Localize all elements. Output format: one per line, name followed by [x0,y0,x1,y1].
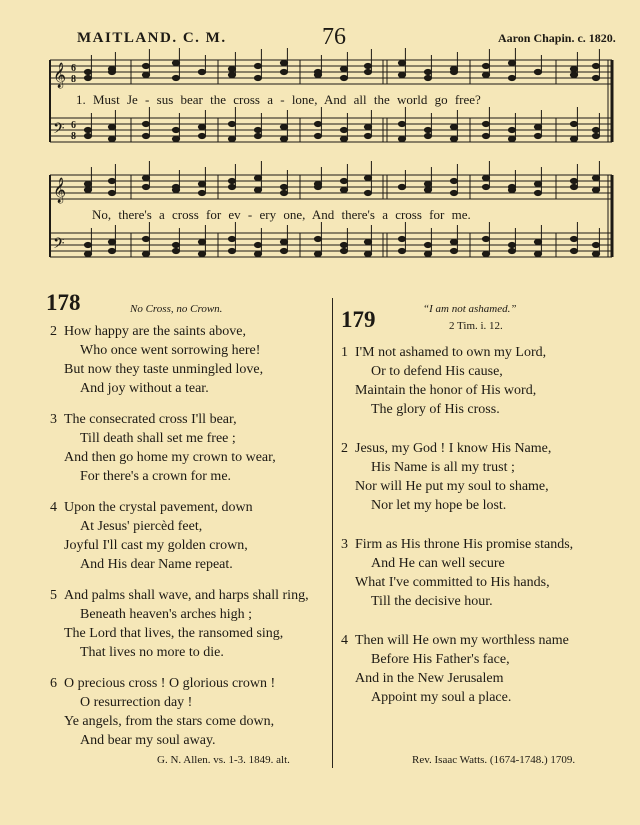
page-header [0,24,640,50]
verse-line: Maintain the honor of His word, [355,383,537,398]
note-head [450,190,457,195]
svg-text:8: 8 [71,131,76,142]
svg-text:6: 6 [71,63,76,74]
verse-line: 2 How happy are the saints above, [50,324,246,339]
note-head [364,251,371,256]
note-head [228,236,235,241]
verse-line: And in the New Jerusalem [355,671,504,686]
verse-line: The glory of His cross. [371,402,500,417]
note-head [424,75,431,80]
note-head [228,72,235,77]
note-head [398,72,405,77]
verse-line: And then go home my crown to wear, [64,450,276,465]
note-head [482,175,489,180]
note-head [340,187,347,192]
note-head [592,127,599,132]
note-head [198,251,205,256]
note-head [424,187,431,192]
note-head [142,63,149,68]
hymn-179-credit: Rev. Isaac Watts. (1674-1748.) 1709. [412,754,576,766]
note-head [228,184,235,189]
note-head [108,136,115,141]
note-head [340,242,347,247]
verse-line: Before His Father's face, [371,652,510,667]
note-head [592,63,599,68]
verse-number: 2 [341,441,348,456]
note-head [508,60,515,65]
hymn-179-verses [341,343,574,727]
note-head [424,181,431,186]
note-head [108,124,115,129]
treble-clef-icon: 𝄞 [53,63,67,88]
note-head [340,127,347,132]
lyric-line-1: 1. Must Je - sus bear the cross a - lone, And all the world go free? [76,92,481,107]
note-head [108,248,115,253]
hymn-178-verses [50,322,309,762]
note-head [482,251,489,256]
bass-staff [50,233,612,257]
note-head [254,251,261,256]
note-head [228,66,235,71]
verse-number: 3 [50,412,57,427]
verse-line: But now they taste unmingled love, [64,362,264,377]
treble-staff [50,60,612,84]
note-head [340,136,347,141]
note-head [508,242,515,247]
note-head [450,178,457,183]
note-head [398,136,405,141]
verse-line: What I've committed to His hands, [355,575,550,590]
note-head [84,187,91,192]
note-head [592,251,599,256]
note-head [254,187,261,192]
note-head [142,121,149,126]
verse-line: Joyful I'll cast my golden crown, [64,538,248,553]
note-head [254,63,261,68]
note-head [570,72,577,77]
verse [341,343,573,419]
verse-line: 4 Upon the crystal pavement, down [50,500,253,515]
note-head [84,242,91,247]
note-head [534,190,541,195]
verse-line: Who once went sorrowing here! [80,343,261,358]
note-head [314,184,321,189]
note-head [592,175,599,180]
note-head [508,127,515,132]
note-head [450,124,457,129]
note-head [364,239,371,244]
verse-line: O resurrection day ! [80,695,193,710]
note-head [172,136,179,141]
verse [341,631,573,707]
note-head [254,75,261,80]
note-head [142,175,149,180]
note-head [314,251,321,256]
note-head [482,121,489,126]
hymn-178-title: No Cross, no Crown. [130,303,223,315]
hymn-179-title: “I am not ashamed.” [423,303,517,315]
note-head [172,75,179,80]
verse-number: 5 [50,588,57,603]
note-head [424,133,431,138]
note-head [424,69,431,74]
verse [50,410,309,486]
note-head [340,248,347,253]
page-number: 76 [322,24,346,50]
note-head [280,60,287,65]
music-score [0,48,640,278]
column-divider [332,298,333,768]
note-head [570,178,577,183]
verse-line: That lives no more to die. [80,645,224,660]
note-head [570,66,577,71]
verse-line: 6 O precious cross ! O glorious crown ! [50,676,276,691]
verse-line: 3 Firm as His throne His promise stands, [341,537,574,552]
note-head [482,133,489,138]
note-head [450,136,457,141]
note-head [398,184,405,189]
note-head [172,60,179,65]
note-head [398,60,405,65]
verse-line: And joy without a tear. [80,381,209,396]
note-head [314,121,321,126]
note-head [228,248,235,253]
note-head [314,133,321,138]
note-head [398,248,405,253]
note-head [142,236,149,241]
note-head [570,236,577,241]
verse [50,322,309,398]
hymn-178-number: 178 [46,290,81,315]
verse [50,586,309,662]
verse-line: Ye angels, from the stars come down, [64,714,275,729]
composer-credit: Aaron Chapin. c. 1820. [498,31,616,45]
note-head [280,69,287,74]
verse-line: 3 The consecrated cross I'll bear, [50,412,237,427]
svg-text:6: 6 [71,120,76,131]
verse-line: Nor let my hope be lost. [371,498,507,513]
verse [341,439,573,515]
note-head [592,75,599,80]
note-head [424,251,431,256]
note-head [364,133,371,138]
hymn-178-credit: G. N. Allen. vs. 1-3. 1849. alt. [157,754,290,766]
note-head [142,184,149,189]
note-head [254,127,261,132]
note-head [172,187,179,192]
hymn-179-number: 179 [341,307,376,332]
note-head [228,121,235,126]
note-head [172,248,179,253]
note-head [84,69,91,74]
note-head [534,133,541,138]
note-head [280,184,287,189]
note-head [280,136,287,141]
note-head [228,136,235,141]
note-head [280,239,287,244]
note-head [450,69,457,74]
note-head [340,178,347,183]
note-head [198,133,205,138]
note-head [592,242,599,247]
note-head [534,239,541,244]
note-head [84,181,91,186]
verse-line: And His dear Name repeat. [80,557,233,572]
note-head [508,187,515,192]
note-head [534,124,541,129]
note-head [254,175,261,180]
note-head [534,181,541,186]
verse-line: Till the decisive hour. [371,594,493,609]
note-head [592,133,599,138]
note-head [482,72,489,77]
note-head [508,248,515,253]
verse-line: Nor will He put my soul to shame, [355,479,549,494]
note-head [364,190,371,195]
note-head [84,251,91,256]
note-head [142,72,149,77]
verse-number: 3 [341,537,348,552]
note-head [108,239,115,244]
note-head [280,248,287,253]
verse-line: 2 Jesus, my God ! I know His Name, [341,441,552,456]
note-head [570,121,577,126]
note-head [570,248,577,253]
note-head [84,127,91,132]
bass-clef-icon: 𝄢 [53,120,65,141]
verse-line: At Jesus' piercèd feet, [80,519,203,534]
tune-name: MAITLAND. C. M. [77,30,227,46]
verse-line: And bear my soul away. [80,733,216,748]
note-head [108,178,115,183]
verse-line: Till death shall set me free ; [80,431,236,446]
note-head [280,124,287,129]
note-head [172,242,179,247]
note-head [450,248,457,253]
note-head [398,121,405,126]
note-head [108,69,115,74]
note-head [482,184,489,189]
note-head [314,72,321,77]
note-head [198,69,205,74]
verse-line: And He can well secure [371,556,505,571]
note-head [142,133,149,138]
bass-clef-icon: 𝄢 [53,235,65,256]
note-head [198,190,205,195]
note-head [364,69,371,74]
note-head [570,184,577,189]
verse [50,674,309,750]
verse-line: 4 Then will He own my worthless name [341,633,569,648]
note-head [142,251,149,256]
note-head [228,178,235,183]
note-head [508,75,515,80]
note-head [108,190,115,195]
treble-clef-icon: 𝄞 [53,178,67,203]
note-head [84,133,91,138]
note-head [364,175,371,180]
note-head [340,66,347,71]
note-head [570,136,577,141]
verse-line: Or to defend His cause, [371,364,503,379]
note-head [482,236,489,241]
lyric-line-2: No, there's a cross for ev - ery one, And there's a cross for me. [92,207,471,222]
note-head [198,181,205,186]
note-head [398,236,405,241]
verse-line: 1 I'M not ashamed to own my Lord, [341,345,547,360]
bass-staff [50,118,612,142]
note-head [340,75,347,80]
note-head [508,136,515,141]
note-head [84,75,91,80]
verse-line: His Name is all my trust ; [371,460,515,475]
note-head [198,239,205,244]
hymn-179-reference: 2 Tim. i. 12. [449,320,503,332]
verse-line: 5 And palms shall wave, and harps shall ring, [50,588,309,603]
note-head [254,133,261,138]
verse-line: Appoint my soul a place. [371,690,512,705]
verse-line: The Lord that lives, the ransomed sing, [64,626,284,641]
verse-number: 2 [50,324,57,339]
note-head [534,69,541,74]
note-head [450,239,457,244]
note-head [364,124,371,129]
note-head [534,251,541,256]
note-head [364,63,371,68]
verse-line: Beneath heaven's arches high ; [80,607,253,622]
note-head [198,124,205,129]
verse [50,498,309,574]
verse-number: 4 [341,633,348,648]
note-head [172,127,179,132]
note-head [280,190,287,195]
verse-line: For there's a crown for me. [80,469,232,484]
note-head [482,63,489,68]
verse-number: 6 [50,676,57,691]
verse [341,535,574,611]
verse-number: 1 [341,345,348,360]
treble-staff [50,175,612,199]
note-head [314,236,321,241]
svg-text:8: 8 [71,74,76,85]
note-head [592,187,599,192]
note-head [424,127,431,132]
verse-number: 4 [50,500,57,515]
note-head [254,242,261,247]
note-head [424,242,431,247]
